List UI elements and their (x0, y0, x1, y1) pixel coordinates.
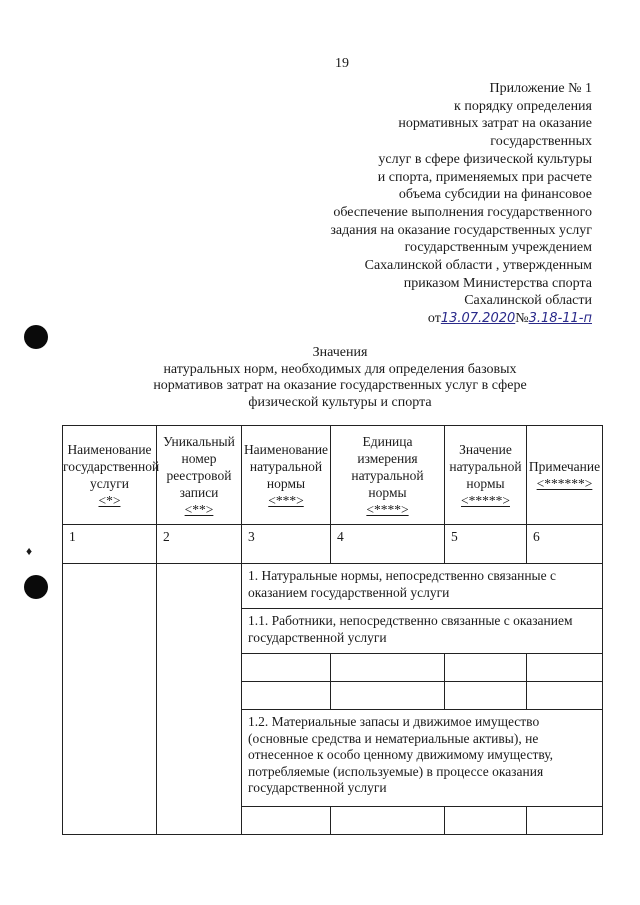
section-1-heading: 1. Натуральные нормы, непосредственно связанные с оказанием государственной услуги (242, 564, 603, 609)
appendix-line: объема субсидии на финансовое (398, 187, 592, 203)
title-line: нормативов затрат на оказание государственных услуг в сфере (153, 378, 527, 393)
appendix-line: к порядку определения (454, 98, 592, 114)
appendix-line: нормативных затрат на оказание (398, 116, 592, 132)
order-prefix: от (427, 311, 441, 327)
column-number: 3 (242, 525, 331, 564)
norms-table-wrapper (62, 425, 602, 835)
appendix-line: задания на оказание государственных услуг (330, 222, 592, 238)
page-number: 19 (335, 56, 349, 71)
table-cell (445, 807, 527, 835)
appendix-line: обеспечение выполнения государственного (333, 204, 592, 220)
appendix-line: и спорта, применяемых при расчете (377, 169, 592, 185)
header-cell: Значение натуральной нормы <*****> (445, 426, 527, 525)
punch-hole-bottom (24, 575, 48, 599)
table-cell (242, 682, 331, 710)
punch-hole-top (24, 325, 48, 349)
table-header-row (63, 426, 603, 525)
header-cell: Уникальный номер реестровой записи <**> (157, 426, 242, 525)
document-title (120, 345, 560, 411)
header-cell: Примечание <******> (527, 426, 603, 525)
appendix-line: государственных (490, 134, 592, 150)
table-cell (242, 807, 331, 835)
norms-table (62, 425, 603, 835)
table-cell (331, 654, 445, 682)
appendix-line: Приложение № 1 (489, 81, 592, 96)
margin-mark: ♦ (26, 544, 33, 558)
title-line: натуральных норм, необходимых для определения базовых (163, 361, 517, 377)
section-1-2-heading: 1.2. Материальные запасы и движимое имущество (основные средства и нематериальные активы), не отнесенное к особо ценному движимому имуществу, потребляемые (используемые) в процессе оказания государственной услуги (242, 710, 603, 807)
column-number: 6 (527, 525, 603, 564)
order-reference (252, 310, 592, 328)
table-cell (445, 682, 527, 710)
table-cell (527, 807, 603, 835)
column-number-row (63, 525, 603, 564)
appendix-line: государственным учреждением (404, 240, 592, 256)
table-cell (242, 654, 331, 682)
table-cell (445, 654, 527, 682)
column-number: 4 (331, 525, 445, 564)
column-number: 1 (63, 525, 157, 564)
title-line: Значения (312, 345, 368, 360)
service-name-cell (63, 564, 157, 835)
title-line: физической культуры и спорта (248, 394, 432, 410)
header-cell: Единица измерения натуральной нормы <****> (331, 426, 445, 525)
header-cell: Наименование государственной услуги <*> (63, 426, 157, 525)
appendix-line: услуг в сфере физической культуры (378, 151, 592, 167)
table-cell (331, 682, 445, 710)
order-date-handwritten: 13.07.2020 (440, 311, 516, 327)
header-cell: Наименование натуральной нормы <***> (242, 426, 331, 525)
table-row (63, 564, 603, 609)
column-number: 5 (445, 525, 527, 564)
appendix-line: Сахалинской области (464, 293, 592, 309)
table-cell (527, 654, 603, 682)
appendix-header (252, 80, 592, 328)
appendix-line: приказом Министерства спорта (403, 275, 592, 291)
order-number-sign: № (515, 311, 529, 327)
registry-number-cell (157, 564, 242, 835)
section-1-1-heading: 1.1. Работники, непосредственно связанные с оказанием государственной услуги (242, 609, 603, 654)
order-number-handwritten: 3.18-11-п (528, 311, 592, 327)
appendix-line: Сахалинской области , утвержденным (364, 258, 592, 274)
table-cell (331, 807, 445, 835)
column-number: 2 (157, 525, 242, 564)
table-cell (527, 682, 603, 710)
